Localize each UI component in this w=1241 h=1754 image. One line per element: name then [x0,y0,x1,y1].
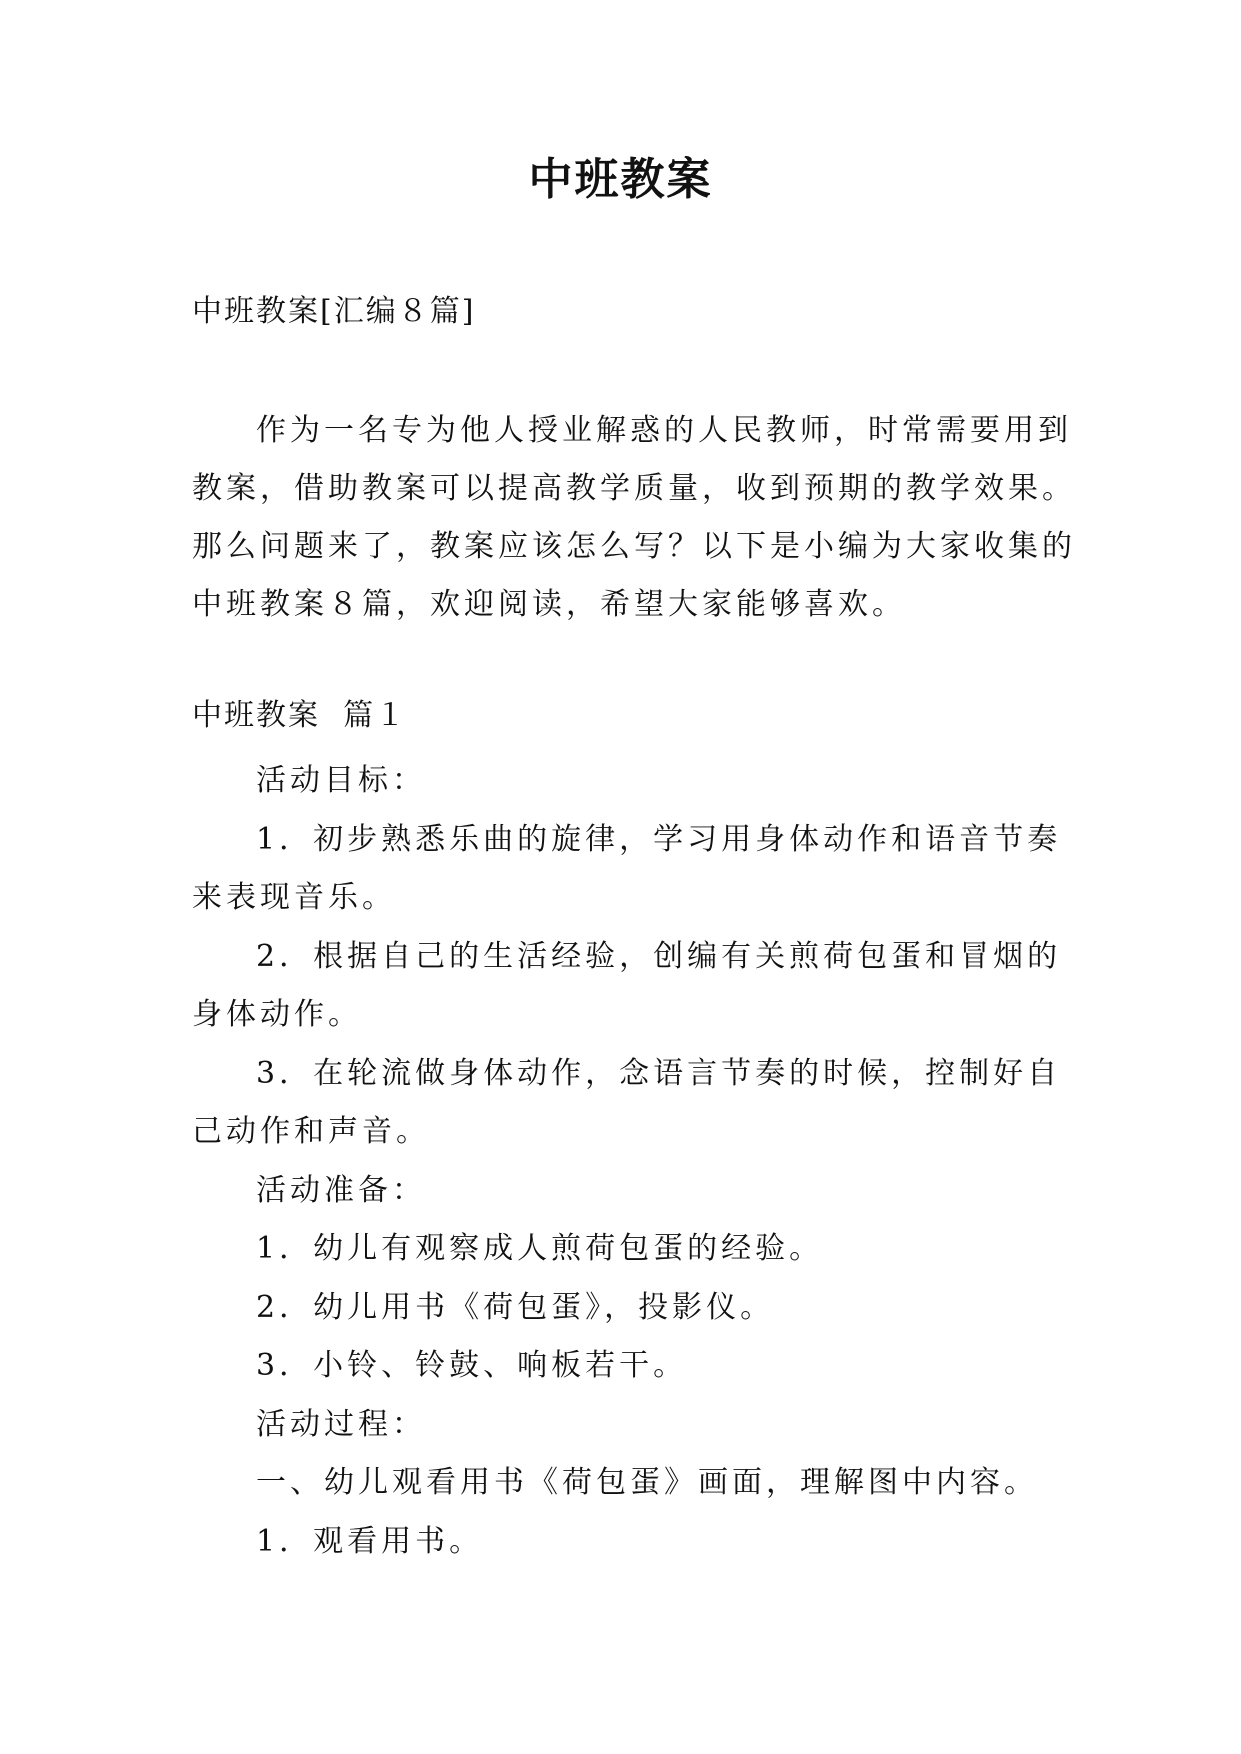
body-line: 来表现音乐。 [192,880,396,915]
body-line: 1．初步熟悉乐曲的旋律，学习用身体动作和语音节奏 [256,821,1062,857]
section-body [192,752,1072,1571]
intro-paragraph [192,402,1076,634]
document-subtitle: 中班教案[汇编８篇] [192,294,476,329]
section-heading: 中班教案 篇１ [192,698,408,733]
body-line: 3．小铃、铃鼓、响板若干。 [256,1348,688,1383]
body-line: 活动过程： [256,1406,426,1442]
body-line: 2．幼儿用书《荷包蛋》，投影仪。 [256,1289,775,1325]
body-line: 己动作和声音。 [192,1114,430,1149]
intro-line: 中班教案８篇，欢迎阅读，希望大家能够喜欢。 [192,587,906,622]
body-line: 活动准备： [256,1172,426,1208]
intro-line: 教案，借助教案可以提高教学质量，收到预期的教学效果。 [192,471,1076,506]
body-line: 1．观看用书。 [256,1523,484,1559]
body-line: 身体动作。 [192,997,362,1032]
body-line: 3．在轮流做身体动作，念语言节奏的时候，控制好自 [256,1055,1062,1091]
body-line: 一、幼儿观看用书《荷包蛋》画面，理解图中内容。 [256,1465,1038,1500]
document-title: 中班教案 [528,154,713,205]
body-line: 1．幼儿有观察成人煎荷包蛋的经验。 [256,1231,824,1266]
intro-line: 那么问题来了，教案应该怎么写？以下是小编为大家收集的 [192,529,1076,564]
body-line: 2．根据自己的生活经验，创编有关煎荷包蛋和冒烟的 [256,938,1062,974]
intro-line: 作为一名专为他人授业解惑的人民教师，时常需要用到 [256,413,1072,448]
body-line: 活动目标： [256,763,426,798]
